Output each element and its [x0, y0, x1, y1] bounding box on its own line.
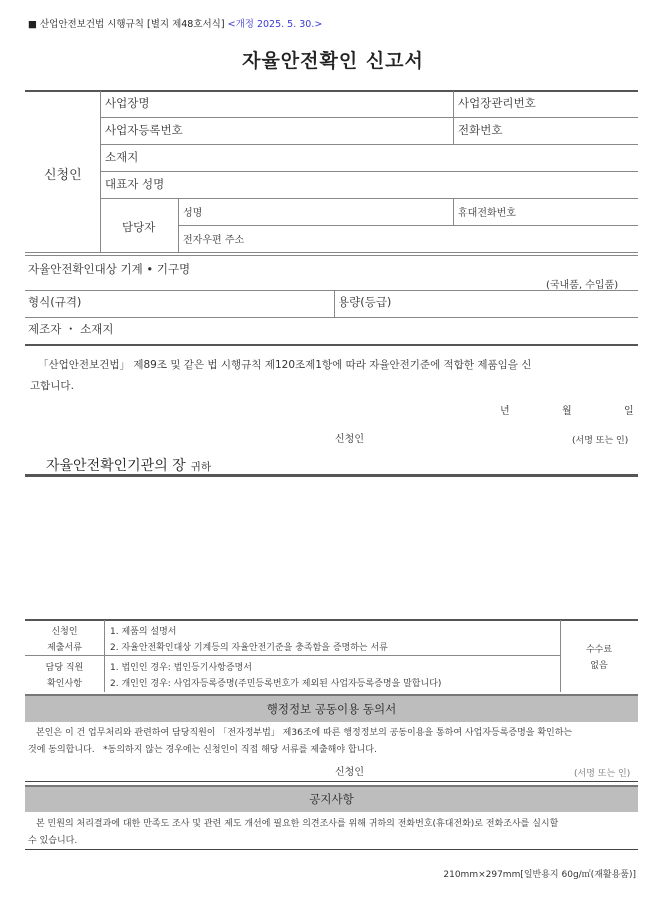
business-reg-no-field[interactable]: 사업자등록번호	[105, 123, 183, 137]
consent-title: 행정정보 공동이용 동의서	[266, 702, 397, 716]
consent-title-bar	[25, 694, 638, 722]
addressee-suffix: 귀하	[190, 461, 212, 473]
divider	[25, 90, 638, 92]
contact-name-field[interactable]: 성명	[183, 208, 203, 219]
sign-or-seal-note[interactable]: (서명 또는 인)	[572, 436, 629, 446]
contact-mobile-field[interactable]: 휴대전화번호	[458, 208, 516, 219]
consent-applicant-label: 신청인	[335, 767, 364, 778]
phone-field[interactable]: 전화번호	[458, 123, 503, 137]
divider	[453, 198, 454, 225]
addressee	[46, 455, 211, 475]
verify-label	[25, 660, 104, 673]
consent-text-line1: 본인은 이 건 업무처리와 관련하여 담당직원이 「전자정부법」 제36조에 따른 행정정보의 공동이용을 통하여 사업자등록증명을 확인하는	[36, 728, 573, 738]
divider	[100, 144, 638, 145]
divider	[25, 344, 638, 346]
divider	[25, 849, 638, 850]
representative-field[interactable]: 대표자 성명	[105, 177, 165, 191]
contact-person-label: 담당자	[122, 220, 156, 234]
divider	[25, 317, 638, 318]
submit-doc-item: 2. 자율안전확인대상 기계등의 자율안전기준을 충족함을 증명하는 서류	[110, 643, 388, 653]
fee-value: 없음	[590, 661, 608, 671]
divider	[25, 252, 638, 253]
divider	[25, 781, 638, 782]
addressee-name: 자율안전확인기관의 장	[46, 458, 186, 474]
applicant-sign-label: 신청인	[335, 434, 364, 445]
fee-label: 수수료	[585, 645, 613, 655]
model-field[interactable]: 형식(규격)	[28, 295, 82, 309]
declaration-text-line1: 「산업안전보건법」 제89조 및 같은 법 시행규칙 제120조제1항에 따라 자율안전기준에 적합한 제품임을 신	[38, 359, 532, 371]
business-name-field[interactable]: 사업장명	[105, 96, 150, 110]
contact-email-field[interactable]: 전자우편 주소	[183, 235, 245, 246]
consent-text-line2: 것에 동의합니다. *동의하지 않는 경우에는 신청인이 직접 해당 서류를 제출해야 합니다.	[28, 745, 377, 755]
declaration-text-line2: 고합니다.	[30, 380, 74, 392]
notice-text-line1: 본 민원의 처리결과에 대한 만족도 조사 및 관련 제도 개선에 필요한 의견조사를 위해 귀하의 전화번호(휴대전화)로 전화조사를 실시할	[36, 819, 559, 829]
submit-doc-item: 1. 제품의 설명서	[110, 627, 177, 637]
business-mgmt-no-field[interactable]: 사업장관리번호	[458, 96, 536, 110]
revision-date: <개정 2025. 5. 30.>	[227, 19, 323, 30]
paper-spec: 210mm×297mm[일반용지 60g/㎡(재활용품)]	[443, 870, 636, 880]
day-label: 일	[624, 406, 634, 417]
divider	[25, 290, 638, 291]
page-title: 자율안전확인 신고서	[242, 50, 424, 72]
divider	[25, 619, 638, 621]
verify-label-line2: 확인사항	[47, 679, 82, 689]
manufacturer-field[interactable]: 제조자 ・ 소재지	[28, 322, 114, 336]
divider	[178, 225, 638, 226]
submit-docs-label	[25, 624, 104, 637]
form-number: ■ 산업안전보건법 시행규칙 [별지 제48호서식]	[28, 19, 225, 30]
origin-note: (국내품, 수입품)	[546, 280, 619, 291]
machine-name-field[interactable]: 자율안전확인대상 기계 • 기구명	[28, 262, 191, 276]
form-reference	[28, 16, 322, 30]
year-label: 년	[500, 406, 510, 417]
divider	[100, 91, 101, 253]
address-field[interactable]: 소재지	[105, 150, 139, 164]
notice-text-line2: 수 있습니다.	[28, 836, 78, 846]
capacity-field[interactable]: 용량(등급)	[338, 295, 392, 309]
divider	[25, 255, 638, 256]
divider	[25, 474, 638, 477]
month-label: 월	[562, 406, 572, 417]
divider	[334, 290, 335, 317]
divider	[560, 620, 561, 692]
divider	[100, 117, 638, 118]
verify-item: 2. 개인인 경우: 사업자등록증명(주민등록번호가 제외된 사업자등록증명을 말합니다)	[110, 679, 442, 689]
divider	[25, 655, 560, 656]
divider	[100, 171, 638, 172]
notice-title-bar	[25, 785, 638, 812]
verify-item: 1. 법인인 경우: 법인등기사항증명서	[110, 663, 252, 673]
notice-title: 공지사항	[309, 792, 354, 806]
consent-sign-note[interactable]: (서명 또는 인)	[574, 769, 631, 779]
applicant-group-label: 신청인	[44, 168, 82, 183]
divider	[453, 91, 454, 145]
submit-docs-label-line2: 제출서류	[47, 643, 82, 653]
divider	[100, 198, 638, 199]
submit-docs-label-2	[25, 640, 104, 653]
verify-label-line1: 담당 직원	[45, 663, 84, 673]
verify-label-2	[25, 676, 104, 689]
submit-docs-label-line1: 신청인	[51, 627, 78, 637]
divider	[104, 620, 105, 692]
